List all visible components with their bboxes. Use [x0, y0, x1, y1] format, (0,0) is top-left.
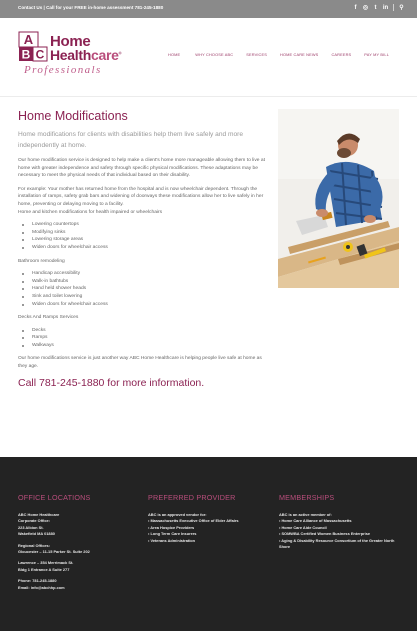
footer-email[interactable]: Email: info@abchhp.com	[18, 584, 65, 590]
search-icon[interactable]: ⚲	[399, 4, 404, 11]
list-item: • SOMWBA Certified Women Business Enterprise	[279, 531, 371, 537]
facebook-icon[interactable]: f	[354, 4, 357, 11]
header-divider	[0, 96, 417, 97]
abc-logo-mark	[18, 30, 54, 64]
list-item: • Home Care Alliance of Massachusetts	[279, 518, 352, 524]
footer-provider-intro: ABC is an approved vendor for:	[148, 512, 207, 517]
page-title: Home Modifications	[18, 109, 128, 123]
svg-text:C: C	[35, 47, 45, 62]
list-item: • Veterans Administration	[148, 537, 196, 543]
main-content	[18, 109, 268, 389]
footer-heading-memberships: MEMBERSHIPS	[279, 493, 335, 502]
top-bar	[0, 0, 417, 18]
social-links	[352, 4, 405, 11]
decks-list	[18, 327, 268, 350]
footer-regional-label: Regional Offices:	[18, 542, 50, 548]
main-nav	[168, 52, 389, 57]
footer-regional-lawrence: Lawrence – 354 Merrimack St.	[18, 560, 74, 566]
list-item: Widen doors for wheelchair access	[18, 244, 268, 252]
list-item: Ramps	[18, 334, 268, 342]
list-item: • Home Care Aide Council	[279, 524, 327, 530]
list-item: Hand held shower heads	[18, 285, 268, 293]
paragraph-closing: Our home modifications service is just another way ABC Home Healthcare is helping people live safe at home as they age.	[18, 356, 262, 370]
nav-home[interactable]: HOME	[168, 52, 181, 57]
bathroom-heading: Bathroom remodeling	[18, 258, 65, 264]
nav-home-care-news[interactable]: HOME CARE NEWS	[280, 52, 319, 57]
footer-office-locations	[18, 493, 136, 591]
paragraph-service: Our home modification service is designed to help make a client's home more manageable allowing them to live at home with greater independence and safety through specific physical modifications. These adaptations may be necessary to meet the physical needs of that individual based on their disability.	[18, 158, 265, 179]
call-to-action[interactable]: Call 781-245-1880 for more information.	[18, 376, 205, 389]
footer-corp-addr1: 223 Albion St.	[18, 524, 44, 530]
bathroom-list	[18, 270, 268, 308]
svg-text:B: B	[21, 47, 31, 62]
nav-careers[interactable]: CAREERS	[331, 52, 352, 57]
list-item: • Massachusetts Executive Office of Elder Affairs	[148, 518, 239, 524]
carpenter-illustration	[278, 109, 399, 288]
list-item: Widen doors for wheelchair access	[18, 301, 268, 309]
footer-provider-list	[148, 518, 268, 544]
nav-services[interactable]: SERVICES	[246, 52, 268, 57]
list-item: Lowering countertops	[18, 221, 268, 229]
top-contact-text[interactable]: Contact Us | Call for your FREE in-home assessment 781-245-1880	[18, 5, 164, 10]
logo-text-healthcare: Healthcare®	[50, 47, 122, 63]
footer-preferred-provider	[148, 493, 268, 544]
list-item: Lowering storage areas	[18, 236, 268, 244]
list-item: Modifying sinks	[18, 229, 268, 237]
footer-phone[interactable]: Phone: 781-245-1880	[18, 578, 57, 584]
footer-regional-lawrence-bldg: Bldg 1 Entrance A Suite 277	[18, 566, 70, 572]
list-item: • Area Hospice Providers	[148, 524, 195, 530]
topbar-divider	[393, 4, 394, 11]
footer-memberships-intro: ABC is an active member of:	[279, 512, 332, 517]
footer-regional-gloucester: Gloucester – 11-15 Parker St. Suite 202	[18, 549, 90, 555]
linkedin-icon[interactable]: in	[382, 4, 389, 11]
list-item: • Long Term Care Insurers	[148, 531, 197, 537]
carpenter-photo	[278, 109, 399, 288]
list-item: • Aging & Disability Resource Consortium of the Greater North Shore	[279, 537, 395, 550]
list-item: Walk-in bathtubs	[18, 278, 268, 286]
svg-text:A: A	[23, 32, 34, 47]
nav-why-choose-abc[interactable]: WHY CHOOSE ABC	[195, 52, 234, 57]
list-item: Sink and toilet lowering	[18, 293, 268, 301]
intro-text: Home modifications for clients with disabilities help them live safely and more independently at home.	[18, 131, 244, 149]
footer-company-name: ABC Home Healthcare	[18, 512, 60, 517]
logo-text-professionals: Professionals	[24, 64, 102, 76]
decks-heading: Decks And Ramps Services	[18, 315, 79, 321]
footer-heading-provider: PREFERRED PROVIDER	[148, 493, 236, 502]
list-item: Handicap accessibility	[18, 270, 268, 278]
footer-corp-label: Corporate Office:	[18, 518, 50, 524]
paragraph-example: For example: Your mother has returned home from the hospital and is now wheelchair dependent. Through the installation of ramps, safety grab bars and widening of doorways these modifications allow her to live safely in her home, preventing or delaying moving to a facility.	[18, 186, 264, 207]
footer-memberships-list	[279, 518, 404, 550]
site-logo[interactable]	[18, 30, 138, 82]
kitchen-heading: Home and kitchen modifications for health impaired or wheelchairs	[18, 209, 163, 215]
list-item: Decks	[18, 327, 268, 335]
footer-memberships	[279, 493, 404, 550]
twitter-icon[interactable]: t	[374, 4, 377, 11]
site-footer	[0, 457, 417, 631]
kitchen-list	[18, 221, 268, 251]
logo-text-home: Home	[50, 33, 91, 50]
footer-heading-offices: OFFICE LOCATIONS	[18, 493, 91, 502]
instagram-icon[interactable]: ◎	[362, 4, 369, 11]
nav-pay-my-bill[interactable]: PAY MY BILL	[364, 52, 390, 57]
list-item: Walkways	[18, 342, 268, 350]
footer-corp-addr2: Wakefield MA 01880	[18, 531, 55, 537]
